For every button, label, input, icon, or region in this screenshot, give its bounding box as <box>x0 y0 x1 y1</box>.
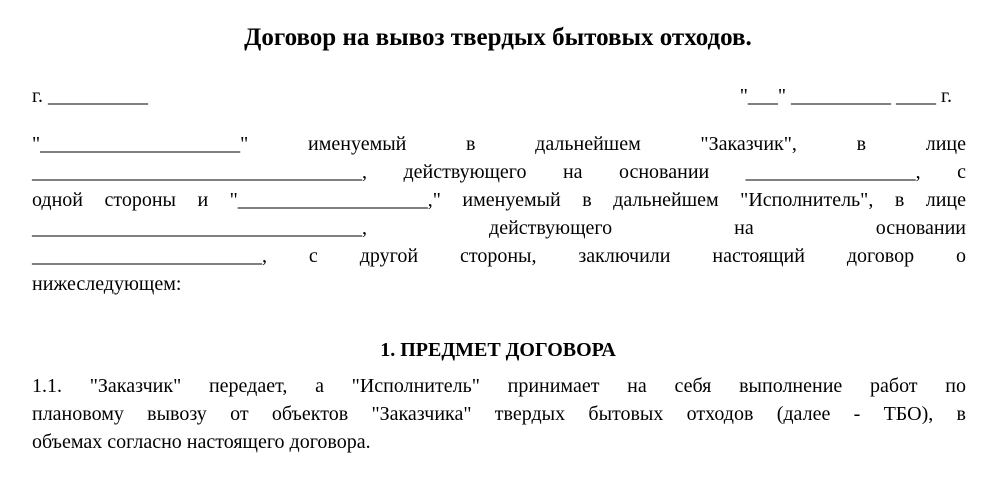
preamble-line: _________________________________, действующего на основании <box>32 217 966 239</box>
preamble-line: "____________________" именуемый в дальнейшем "Заказчик", в лице <box>32 133 966 155</box>
preamble-line: _______________________, с другой стороны, заключили настоящий договор о <box>32 245 966 267</box>
city-field: г. __________ <box>32 85 148 107</box>
clause-line: объемах согласно настоящего договора. <box>32 431 371 453</box>
preamble-line: _________________________________, действующего на основании _________________, с <box>32 161 966 183</box>
clause-line: 1.1. "Заказчик" передает, а "Исполнитель" принимает на себя выполнение работ по <box>32 375 966 397</box>
date-field: "___" __________ ____ г. <box>739 85 952 107</box>
preamble-paragraph <box>32 130 966 298</box>
section-1-heading: 1. ПРЕДМЕТ ДОГОВОРА <box>380 339 616 361</box>
clause-1-1 <box>32 372 966 456</box>
clause-line: плановому вывозу от объектов "Заказчика" твердых бытовых отходов (далее - ТБО), в <box>32 403 966 425</box>
document-title: Договор на вывоз твердых бытовых отходов. <box>244 24 752 51</box>
preamble-line: нижеследующем: <box>32 273 182 295</box>
preamble-line: одной стороны и "___________________," именуемый в дальнейшем "Исполнитель", в лице <box>32 189 966 211</box>
